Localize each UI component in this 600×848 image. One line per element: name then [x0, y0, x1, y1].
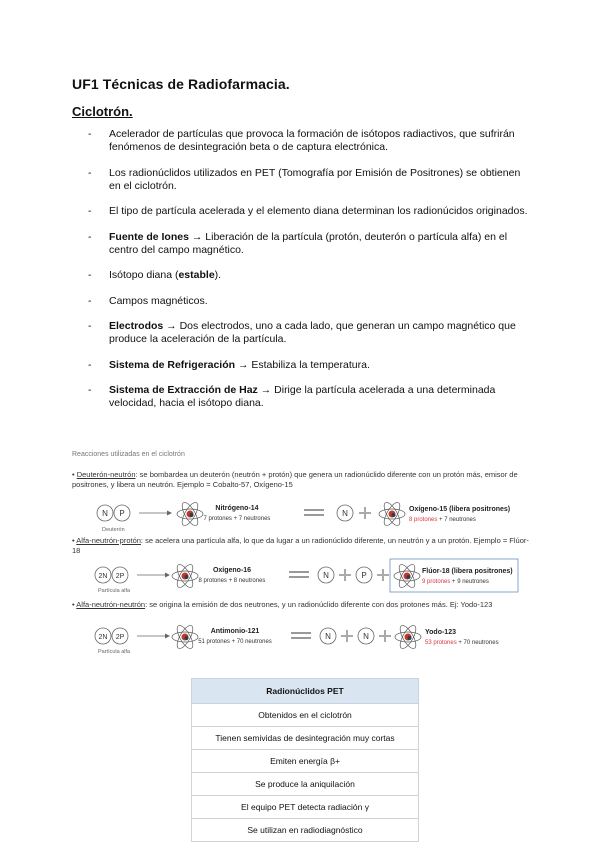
target-composition: 7 protones + 7 neutrones [203, 516, 271, 522]
table-row: El equipo PET detecta radiación γ [192, 796, 419, 819]
equals-icon [304, 509, 324, 516]
table-row: Se utilizan en radiodiagnóstico [192, 819, 419, 842]
table-row: Tienen semividas de desintegración muy cortas [192, 727, 419, 750]
input-label: Partícula alfa [98, 588, 131, 594]
particle-n [337, 505, 353, 521]
target-name: Oxígeno-16 [212, 567, 252, 574]
result-name: Oxígeno-15 (libera positrones) [409, 506, 511, 513]
arrow-icon [137, 573, 170, 578]
target-composition: 51 protones + 70 neutrones [198, 639, 272, 645]
svg-text:P: P [119, 509, 125, 518]
list-item: - Electrodos → Dos electrodos, uno a cada lado, que generan un campo magnético que produce la aceleración de la partícula. [88, 320, 516, 345]
particle-n [320, 628, 336, 644]
equals-icon [289, 571, 309, 578]
svg-text:N: N [102, 509, 108, 518]
reaction-description: • Deuterón-neutrón: se bombardea un deuterón (neutrón + protón) que genera un radionúclido diferente con un protón más, emisor de positrones, y libera un neutrón. Ejemplo = Cobalto-57, Oxígeno-15 [72, 470, 518, 489]
list-item: - El tipo de partícula acelerada y el elemento diana determinan los radionúcidos originados. [88, 205, 528, 217]
arrow-icon [139, 511, 172, 516]
svg-text:N: N [363, 632, 369, 641]
reaction-description: • Alfa-neutrón-neutrón: se origina la emisión de dos neutrones, y un radionúclido diferente con dos protones más. Ej: Yodo-123 [72, 600, 493, 609]
plus-icon [339, 569, 351, 581]
target-composition: 8 protones + 8 neutrones [198, 578, 266, 584]
svg-text:2N: 2N [98, 573, 108, 580]
particle-n [358, 628, 374, 644]
reactions-caption: Reacciones utilizadas en el ciclotrón [72, 451, 185, 458]
bullet-list [88, 128, 528, 423]
particle-p [356, 567, 372, 583]
reaction-description: • Alfa-neutrón-protón: se acelera una partícula alfa, lo que da lugar a un radionúclido diferente, un neutrón y a un protón. Ejemplo = Flúor-18 [72, 536, 529, 555]
result-name: Flúor-18 (libera positrones) [422, 568, 513, 575]
input-label: Deuterón [102, 527, 125, 533]
atom-icon [172, 562, 198, 590]
table-row: Obtenidos en el ciclotrón [192, 704, 419, 727]
target-name: Nitrógeno-14 [215, 505, 259, 512]
table-row: Se produce la aniquilación [192, 773, 419, 796]
reaction-diagram-deuteron-neutron [72, 498, 532, 538]
result-composition: 9 protones + 9 neutrones [422, 579, 489, 585]
list-item: - Sistema de Extracción de Haz → Dirige la partícula acelerada a una determinada velocidad, hacia el isótopo diana. [88, 384, 496, 409]
plus-icon [379, 630, 391, 642]
list-item: - Acelerador de partículas que provoca la formación de isótopos radiactivos, que sufrirán fenómenos de desintegración beta o de captura electrónica. [88, 128, 515, 153]
particle-2p [112, 628, 128, 644]
list-item: - Fuente de Iones → Liberación de la partícula (protón, deuterón o partícula alfa) en el centro del campo magnético. [88, 230, 508, 256]
particle-n [97, 505, 113, 521]
svg-text:2P: 2P [115, 634, 125, 641]
particle-p [114, 505, 130, 521]
svg-text:N: N [342, 509, 348, 518]
equals-icon [291, 632, 311, 639]
plus-icon [359, 507, 371, 519]
list-item: - Los radionúclidos utilizados en PET (Tomografía por Emisión de Positrones) se obtienen en el ciclotrón. [88, 166, 521, 192]
result-name: Yodo-123 [425, 629, 456, 636]
svg-text:P: P [361, 571, 367, 580]
reaction-diagram-alfa-neutron-proton [72, 562, 532, 602]
plus-icon [341, 630, 353, 642]
target-name: Antimonio-121 [210, 628, 260, 635]
atom-icon [394, 562, 420, 590]
particle-2n [95, 567, 111, 583]
svg-text:N: N [325, 632, 331, 641]
input-label: Partícula alfa [98, 649, 131, 655]
particle-n [318, 567, 334, 583]
list-item: - Isótopo diana (estable). [88, 269, 222, 281]
particle-2n [95, 628, 111, 644]
list-item: - Sistema de Refrigeración → Estabiliza la temperatura. [88, 358, 370, 371]
svg-text:2P: 2P [115, 573, 125, 580]
result-composition: 53 protones + 70 neutrones [425, 640, 499, 646]
atom-icon [379, 500, 405, 528]
plus-icon [377, 569, 389, 581]
svg-text:N: N [323, 571, 329, 580]
svg-text:2N: 2N [98, 634, 108, 641]
result-composition: 8 protones + 7 neutrones [409, 517, 476, 523]
table-header: Radionúclidos PET [192, 679, 419, 704]
atom-icon [177, 500, 203, 528]
radionuclidos-pet-table [191, 678, 419, 842]
reaction-diagram-alfa-neutron-neutron [72, 624, 532, 664]
arrow-icon [137, 634, 170, 639]
page-title: UF1 Técnicas de Radiofarmacia. [72, 76, 290, 92]
list-item: - Campos magnéticos. [88, 294, 208, 307]
atom-icon [395, 623, 421, 651]
table-row: Emiten energía β+ [192, 750, 419, 773]
section-heading: Ciclotrón. [72, 104, 133, 119]
atom-icon [172, 623, 198, 651]
particle-2p [112, 567, 128, 583]
